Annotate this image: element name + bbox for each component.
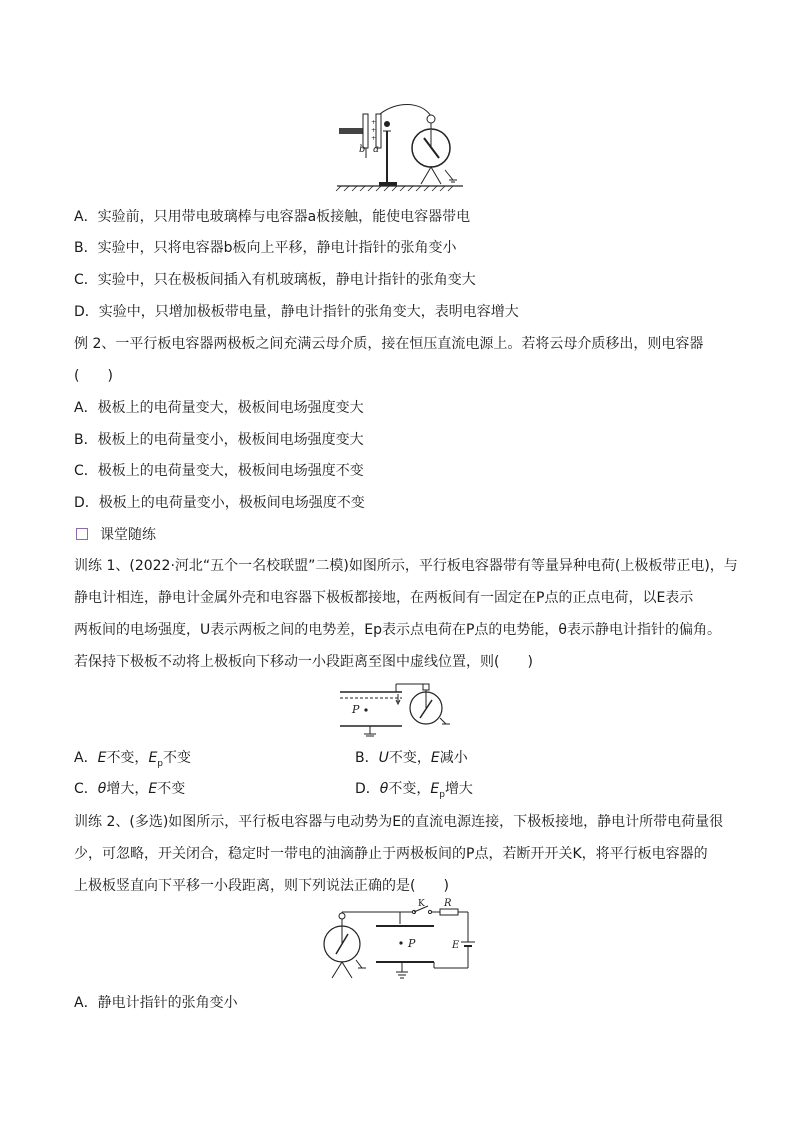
t2-stem-line1: 训练 2、(多选)如图所示，平行板电容器与电动势为E的直流电源连接，下极板接地，静电计所带电荷量很 xyxy=(74,814,724,830)
section-heading xyxy=(76,525,156,545)
ex2-stem-line2: ( ) xyxy=(74,368,113,384)
t1-stem-line2: 静电计相连，静电计金属外壳和电容器下极板都接地，在两板间有一固定在P点的正点电荷，以E表示 xyxy=(74,590,694,606)
t1-option-d: D．θ不变，$E_p$增大 xyxy=(355,781,473,800)
t1-option-a: A．E不变，$E_p$不变 xyxy=(74,750,192,769)
q1-option-d: D．实验中，只增加极板带电量，静电计指针的张角变大，表明电容增大 xyxy=(74,304,519,320)
q1-option-c: C．实验中，只在极板间插入有机玻璃板，静电计指针的张角变大 xyxy=(74,272,476,288)
ex2-option-c: C．极板上的电荷量变大，极板间电场强度不变 xyxy=(74,463,364,479)
t1-stem-line1: 训练 1、(2022·河北“五个一名校联盟”二模)如图所示，平行板电容器带有等量异种电荷(上极板带正电)，与 xyxy=(74,558,738,574)
circuit-point-p-label: P xyxy=(408,937,416,950)
section-title: 课堂随练 xyxy=(100,527,156,543)
plate-a-label: a xyxy=(373,144,379,155)
t1-option-c: C．θ增大，E不变 xyxy=(74,781,186,797)
figure-circuit-switch xyxy=(318,898,478,984)
switch-k-label: K xyxy=(418,899,425,909)
ex2-option-d: D．极板上的电荷量变小，极板间电场强度不变 xyxy=(74,495,365,511)
ex2-option-a: A．极板上的电荷量变大，极板间电场强度变大 xyxy=(74,400,364,416)
t2-stem-line2: 少，可忽略，开关闭合，稳定时一带电的油滴静止于两极板间的P点，若断开开关K，将平行板电容器的 xyxy=(74,846,708,862)
q1-option-b: B．实验中，只将电容器b板向上平移，静电计指针的张角变小 xyxy=(74,240,457,256)
t1-option-b: B．U不变，E减小 xyxy=(355,750,468,766)
plate-b-label: b xyxy=(359,144,366,155)
t1-stem-line4: 若保持下极板不动将上极板向下移动一小段距离至图中虚线位置，则( ) xyxy=(74,654,533,670)
figure-capacitor-electrometer xyxy=(336,680,460,740)
svg-text:+: + xyxy=(371,127,377,134)
edit-icon xyxy=(76,528,88,540)
svg-text:+: + xyxy=(371,119,377,126)
t1-stem-line3: 两板间的电场强度，U表示两板之间的电势差，Ep表示点电荷在P点的电势能，θ表示静电计指针的偏角。 xyxy=(74,622,721,638)
q1-option-a: A．实验前，只用带电玻璃棒与电容器a板接触，能使电容器带电 xyxy=(74,209,471,225)
source-e-label: E xyxy=(452,940,460,951)
ex2-stem-line1: 例 2、一平行板电容器两极板之间充满云母介质，接在恒压直流电源上。若将云母介质移出，则电容器 xyxy=(74,336,704,352)
ex2-option-b: B．极板上的电荷量变小，极板间电场强度变大 xyxy=(74,432,364,448)
t2-stem-line3: 上极板竖直向下平移一小段距离，则下列说法正确的是( ) xyxy=(74,878,449,894)
point-p-label: P xyxy=(352,703,360,716)
resistor-r-label: R xyxy=(444,898,452,909)
svg-text:+: + xyxy=(371,135,377,142)
t2-option-a: A．静电计指针的张角变小 xyxy=(74,995,238,1011)
figure-electrometer-experiment xyxy=(335,100,465,192)
